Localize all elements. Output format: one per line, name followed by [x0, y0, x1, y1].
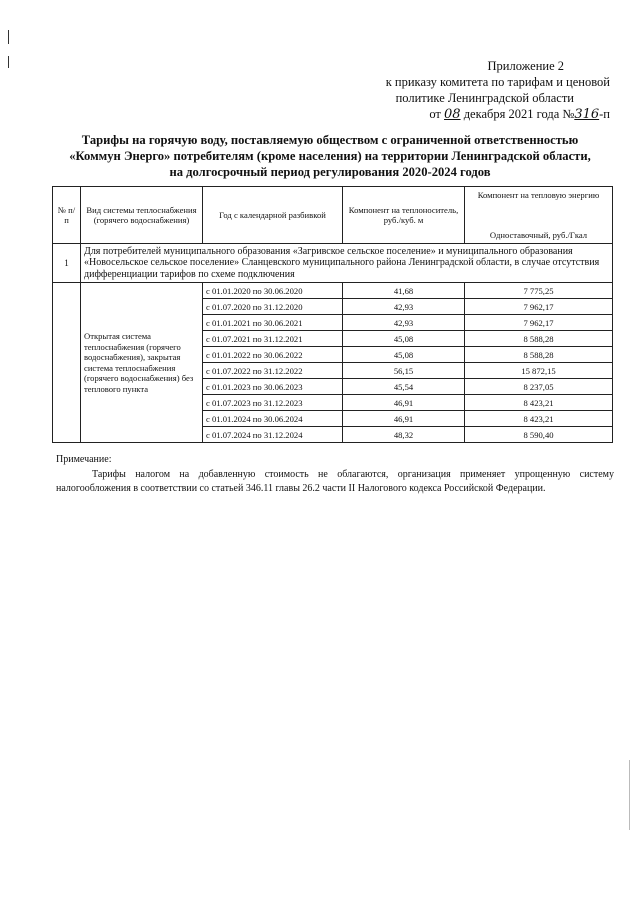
appendix-line-2: к приказу комитета по тарифам и ценовой	[385, 75, 610, 89]
handwritten-order-number: 316	[574, 107, 600, 122]
scan-edge-line	[629, 760, 630, 830]
scan-margin-mark	[8, 30, 9, 44]
water-value: 42,93	[343, 315, 465, 331]
date-middle: декабря 2021 года №	[463, 107, 575, 121]
order-suffix: -п	[599, 107, 610, 121]
period-cell: с 01.07.2024 по 31.12.2024	[203, 427, 343, 443]
header-system: Вид системы теплоснабжения (горячего водоснабжения)	[81, 187, 203, 244]
period-cell: с 01.07.2023 по 31.12.2023	[203, 395, 343, 411]
heat-value: 7 962,17	[465, 315, 613, 331]
heat-value: 8 423,21	[465, 411, 613, 427]
header-heat-cell	[465, 187, 613, 244]
heat-value: 8 588,28	[465, 331, 613, 347]
title-line-1: Тарифы на горячую воду, поставляемую обществом с ограниченной ответственностью	[81, 133, 579, 147]
title-line-3: на долгосрочный период регулирования 2020-2024 годов	[169, 165, 491, 179]
order-date-line	[300, 106, 610, 123]
water-value: 45,08	[343, 331, 465, 347]
system-type-cell: Открытая система теплоснабжения (горячего водоснабжения), закрытая система теплоснабжения (горячего водоснабжения) без теплового пункта	[81, 283, 203, 443]
heat-value: 15 872,15	[465, 363, 613, 379]
water-value: 46,91	[343, 395, 465, 411]
period-cell: с 01.01.2024 по 30.06.2024	[203, 411, 343, 427]
table-header-row	[53, 187, 613, 244]
document-title	[50, 132, 610, 180]
water-value: 45,08	[343, 347, 465, 363]
period-cell: с 01.01.2021 по 30.06.2021	[203, 315, 343, 331]
heat-value: 7 775,25	[465, 283, 613, 299]
tariff-table	[52, 186, 613, 443]
heat-value: 8 590,40	[465, 427, 613, 443]
header-heat-sub: Одноставочный, руб./Гкал	[489, 230, 588, 240]
water-value: 56,15	[343, 363, 465, 379]
appendix-line-1: Приложение 2	[487, 59, 564, 73]
period-cell: с 01.07.2022 по 31.12.2022	[203, 363, 343, 379]
water-value: 48,32	[343, 427, 465, 443]
title-line-2: «Коммун Энерго» потребителям (кроме населения) на территории Ленинградской области,	[69, 149, 591, 163]
period-cell: с 01.01.2023 по 30.06.2023	[203, 379, 343, 395]
heat-value: 8 423,21	[465, 395, 613, 411]
note-text: Тарифы налогом на добавленную стоимость не облагаются, организация применяет упрощенную систему налогообложения в соответствии со статьей 346.11 главы 26.2 части II Налогового кодекса Российской Федерации.	[56, 469, 614, 494]
water-value: 41,68	[343, 283, 465, 299]
period-cell: с 01.07.2021 по 31.12.2021	[203, 331, 343, 347]
appendix-line-3: политике Ленинградской области	[395, 91, 574, 105]
note-label: Примечание:	[56, 454, 112, 465]
period-cell: с 01.07.2020 по 31.12.2020	[203, 299, 343, 315]
period-cell: с 01.01.2020 по 30.06.2020	[203, 283, 343, 299]
scan-margin-mark	[8, 56, 9, 68]
period-cell: с 01.01.2022 по 30.06.2022	[203, 347, 343, 363]
header-num: № п/п	[53, 187, 81, 244]
group-row	[53, 244, 613, 283]
handwritten-day: 08	[444, 107, 461, 122]
header-water: Компонент на теплоноситель, руб./куб. м	[343, 187, 465, 244]
empty-num-cell	[53, 283, 81, 443]
date-prefix: от	[429, 107, 441, 121]
heat-value: 8 588,28	[465, 347, 613, 363]
header-period: Год с календарной разбивкой	[203, 187, 343, 244]
group-description: Для потребителей муниципального образования «Загривское сельское поселение» и муниципального образования «Новосельское сельское поселение» Сланцевского муниципального района Ленинградской области, в случае отсутствия дифференциации тарифов по схеме подключения	[81, 244, 613, 283]
heat-value: 8 237,05	[465, 379, 613, 395]
heat-value: 7 962,17	[465, 299, 613, 315]
water-value: 45,54	[343, 379, 465, 395]
appendix-header	[300, 58, 610, 123]
water-value: 42,93	[343, 299, 465, 315]
water-value: 46,91	[343, 411, 465, 427]
table-row	[53, 283, 613, 299]
group-num: 1	[53, 244, 81, 283]
header-heat: Компонент на тепловую энергию	[477, 190, 600, 200]
